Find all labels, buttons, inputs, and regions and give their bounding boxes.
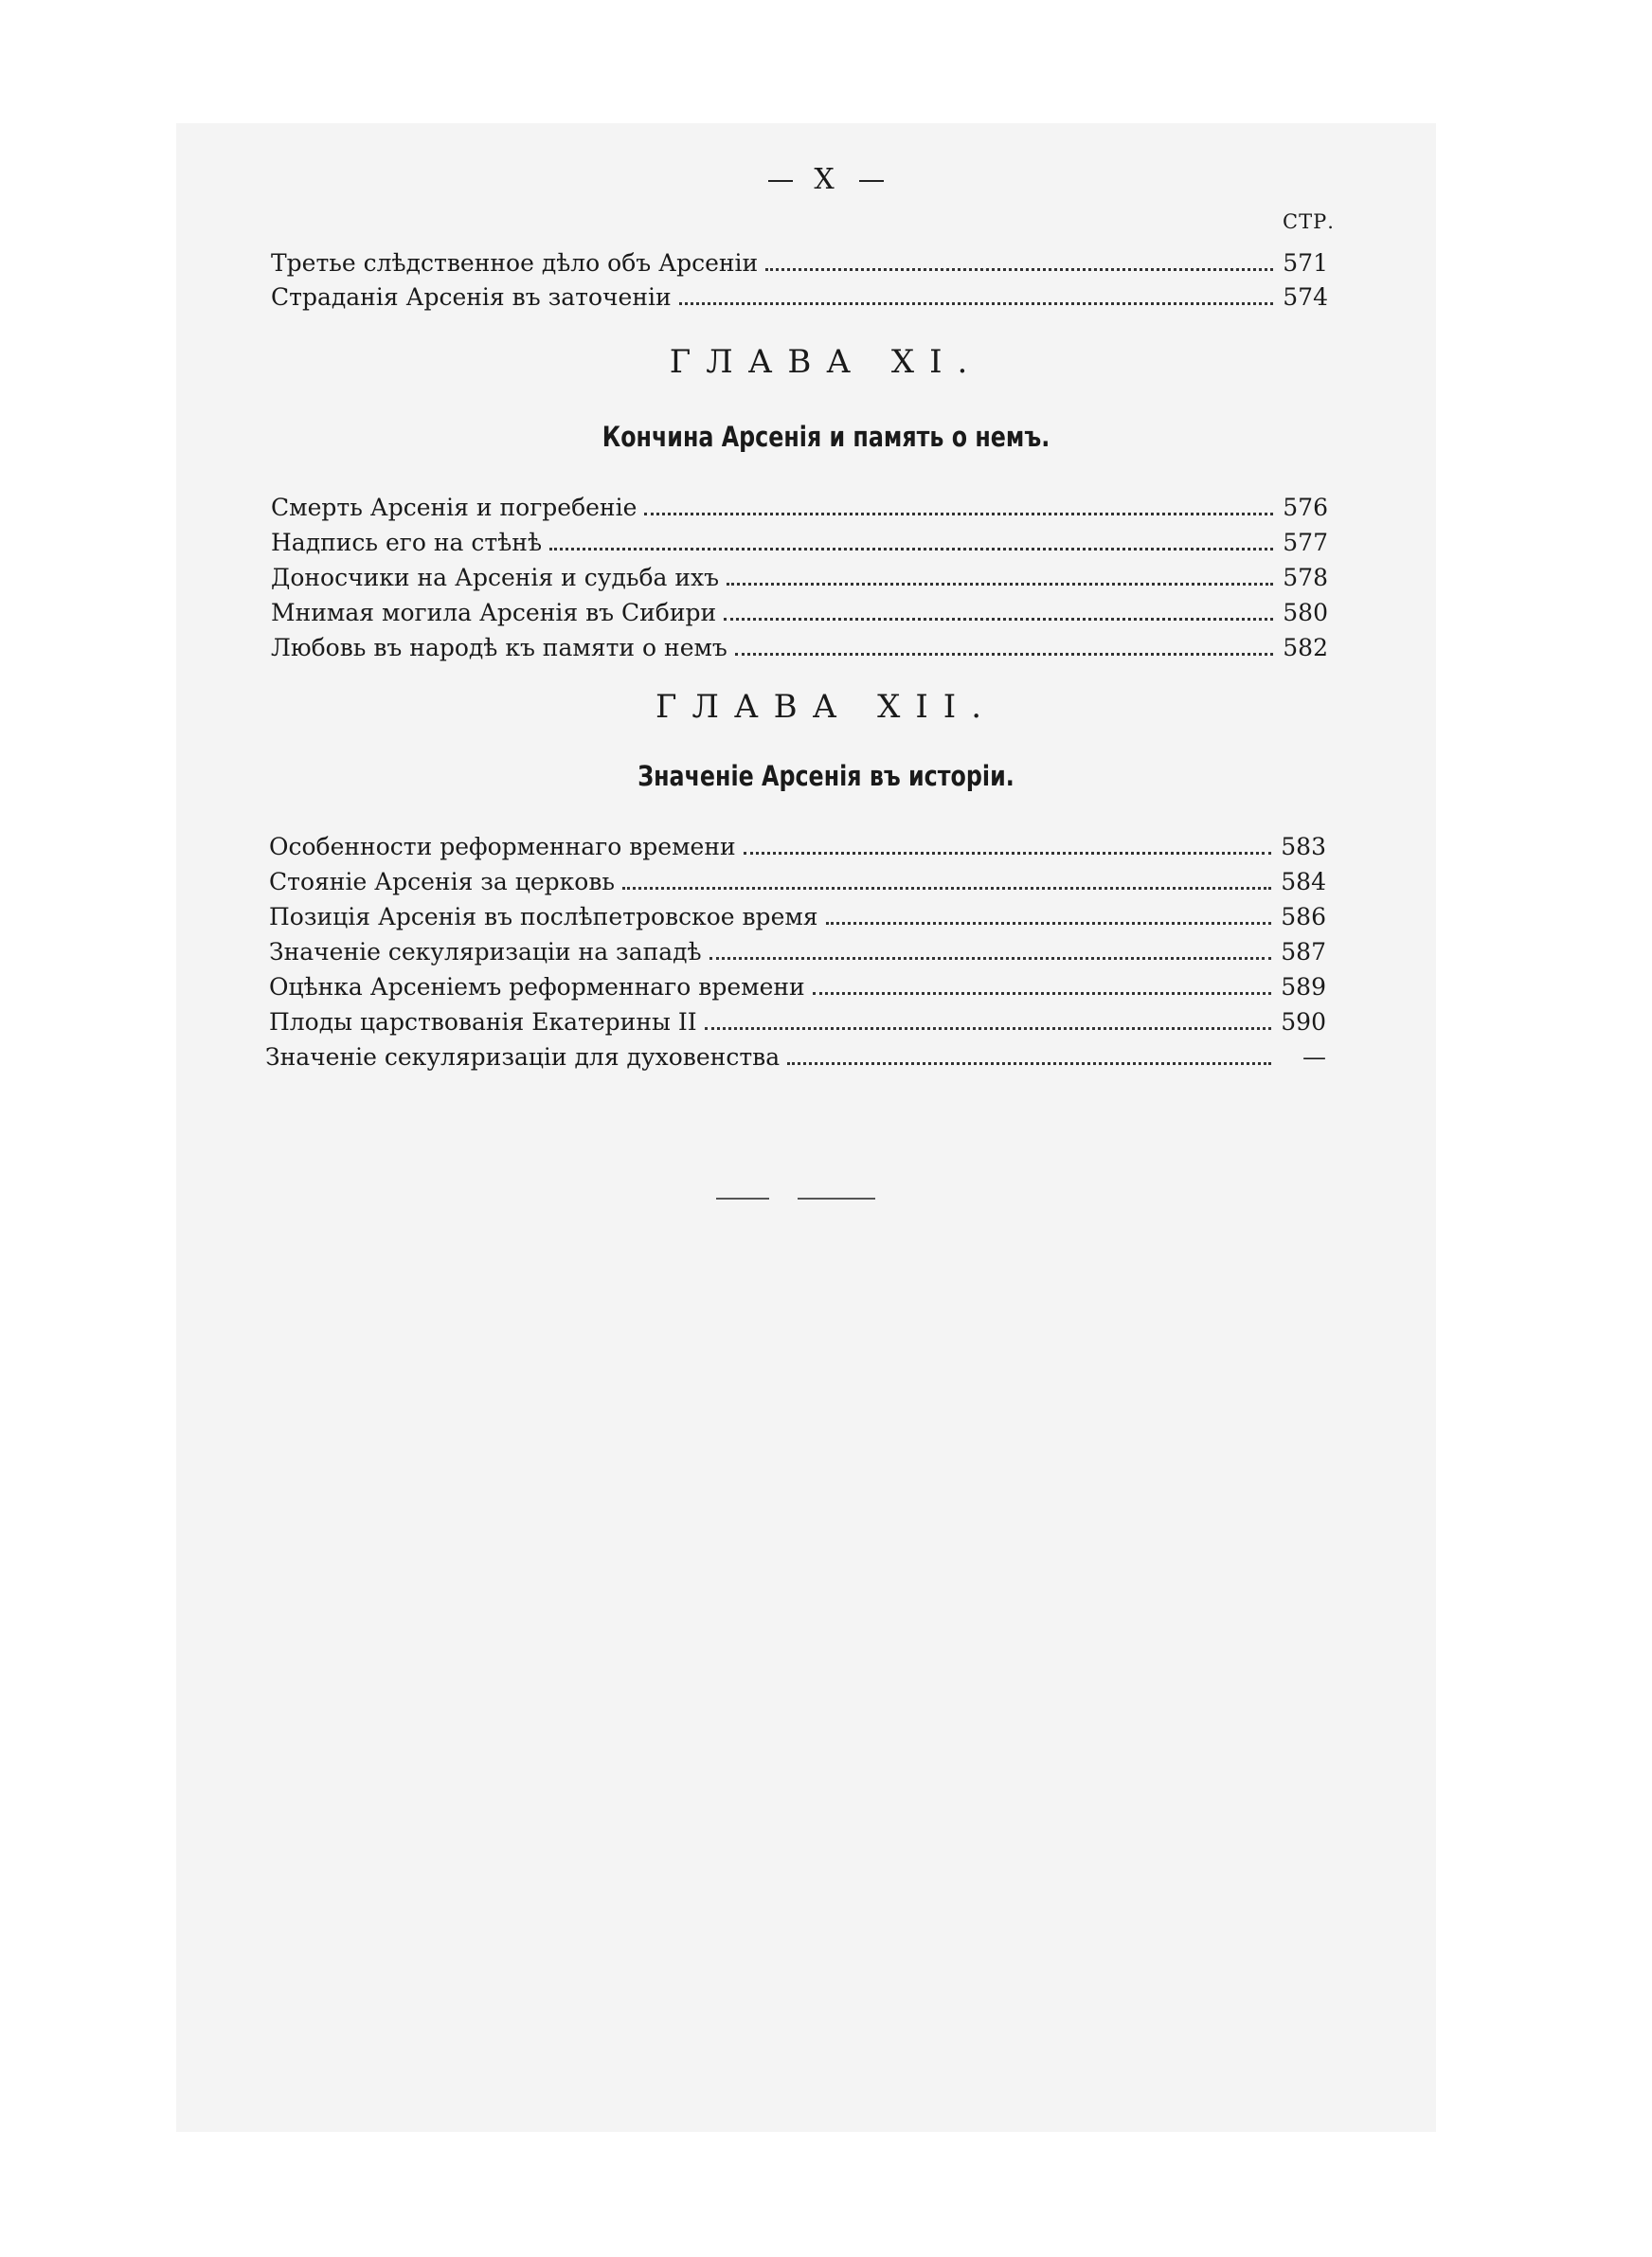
dot-leader [724,617,1273,621]
chapter-subtitle: Кончина Арсенія и память о немъ. [602,421,1050,453]
dot-leader [735,652,1273,656]
toc-entry: Страданія Арсенія въ заточеніи 574 [271,283,1328,311]
dot-leader [705,1026,1271,1030]
toc-entry: Любовь въ народѣ къ памяти о немъ 582 [271,634,1328,661]
toc-entry: Значеніе секуляризаціи для духовенства — [265,1043,1326,1071]
toc-entry: Значеніе секуляризаціи на западѣ 587 [269,938,1326,966]
dot-leader [727,582,1273,586]
chapter-heading: ГЛАВА XII. [655,688,997,726]
dot-leader [622,886,1271,890]
dash-right [859,180,884,182]
toc-entry: Смерть Арсенія и погребеніе 576 [271,494,1328,521]
dot-leader [549,547,1273,551]
toc-entry: Позиція Арсенія въ послѣпетровское время 586 [269,903,1326,930]
chapter-heading: ГЛАВА XI. [669,343,983,381]
end-rule-left [716,1198,769,1200]
toc-entry: Третье слѣдственное дѣло объ Арсеніи 571 [271,249,1328,277]
toc-entry: Мнимая могила Арсенія въ Сибири 580 [271,599,1328,626]
toc-entry: Плоды царствованія Екатерины II 590 [269,1008,1326,1036]
dot-leader [744,851,1271,855]
dot-leader [765,267,1273,271]
dot-leader [644,512,1273,515]
dot-leader [813,991,1271,995]
column-header-pages: СТР. [1283,210,1335,233]
dot-leader [709,956,1271,960]
end-rule-right [798,1198,875,1200]
toc-entry: Стояніе Арсенія за церковь 584 [269,868,1326,895]
dot-leader [679,301,1273,305]
dot-leader [826,921,1271,925]
toc-entry: Надпись его на стѣнѣ 577 [271,529,1328,556]
toc-entry: Доносчики на Арсенія и судьба ихъ 578 [271,564,1328,591]
chapter-subtitle: Значеніе Арсенія въ исторіи. [637,760,1015,792]
dash-left [768,180,793,182]
toc-entry: Особенности реформеннаго времени 583 [269,833,1326,860]
dot-leader [787,1061,1271,1065]
page-number: X [0,163,1652,196]
toc-entry: Оцѣнка Арсеніемъ реформеннаго времени 589 [269,973,1326,1001]
